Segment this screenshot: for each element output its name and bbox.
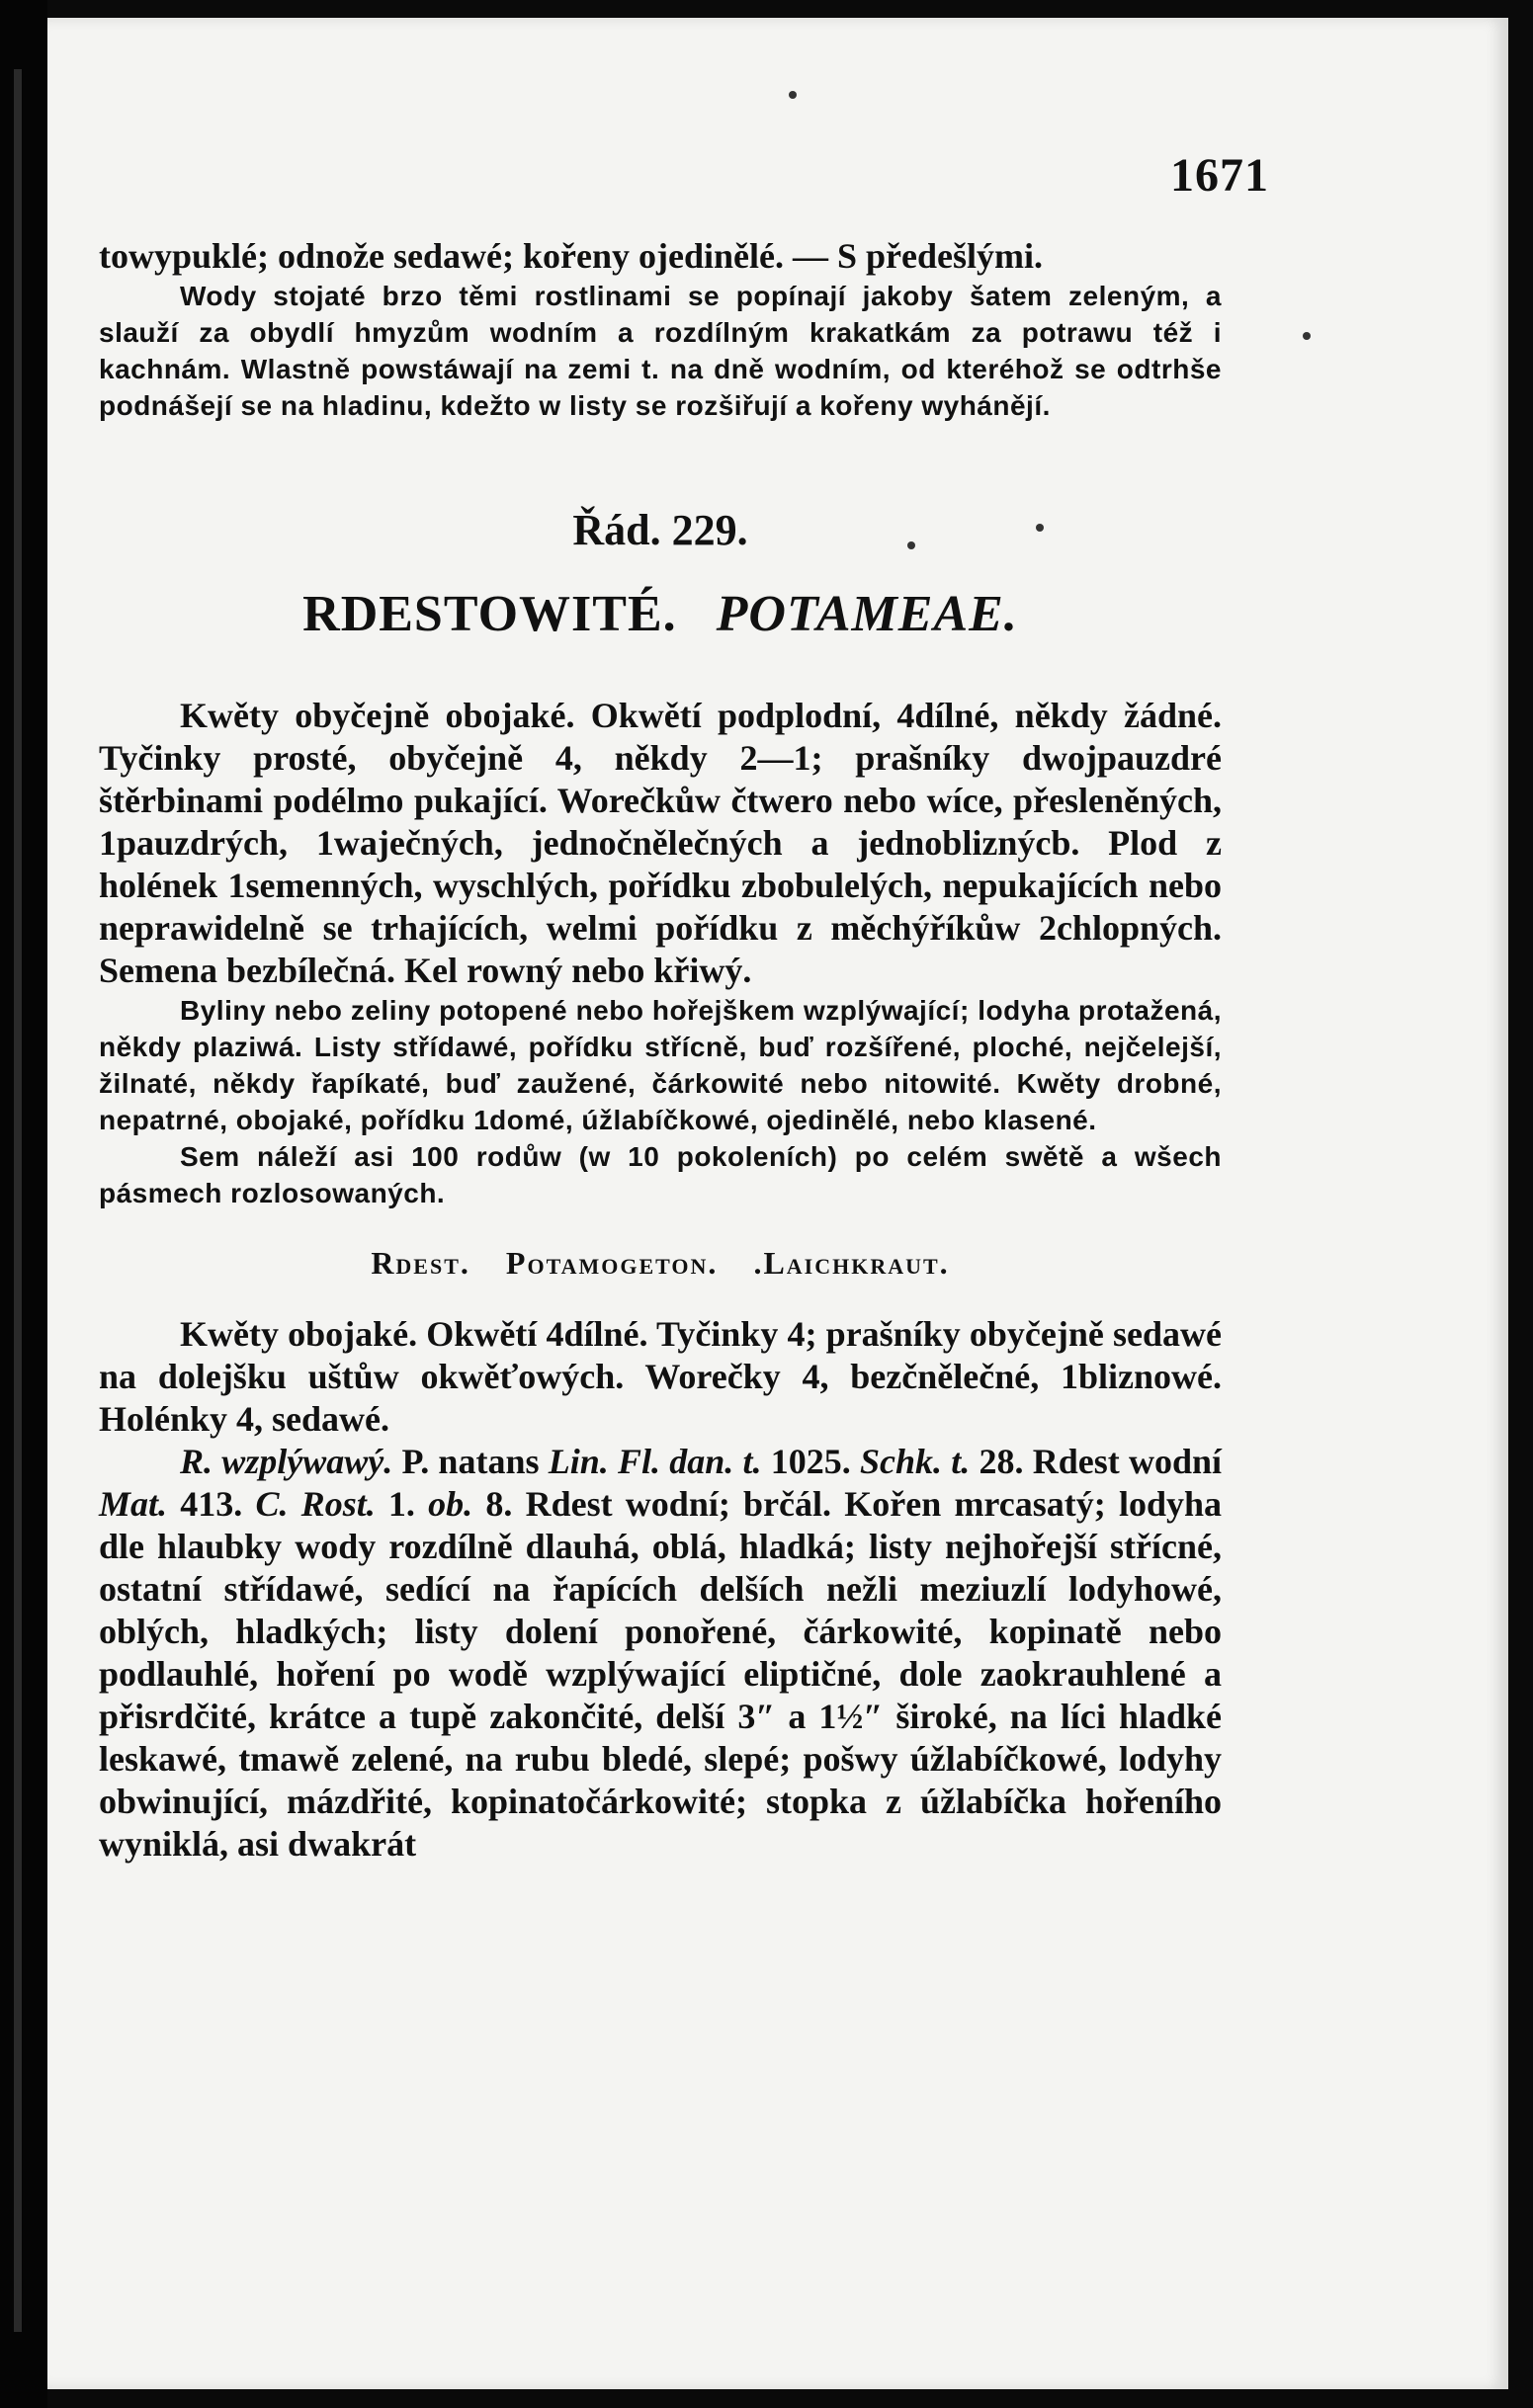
page-number: 1671 xyxy=(1170,149,1269,202)
book-spine-strip xyxy=(14,69,22,2332)
genus-name-czech: Rdest. xyxy=(371,1245,470,1281)
genus-description: Kwěty obojaké. Okwětí 4dílné. Tyčinky 4; prašníky obyčejně sedawé na dolejšku uštůw okwěťowých. Worečky 4, bezčnělečné, 1bliznowé. Holénky 4, sedawé. xyxy=(99,1314,1222,1439)
page-text xyxy=(99,149,1269,1866)
family-heading xyxy=(99,585,1222,643)
species-reference: 413. xyxy=(167,1484,256,1524)
family-small-text-1: Byliny nebo zeliny potopené nebo hořejškem wzplýwající; lodyha protažená, někdy plaziwá. Listy střídawé, pořídku střícně, buď rozšířené, ploché, nejčelejší, žilnaté, někdy řapíkaté, buď zaužené, čárkowité nebo nitowité. Kwěty drobné, nepatrné, obojaké, pořídku 1domé, úžlabíčkowé, ojedinělé, nebo klasené. xyxy=(99,995,1222,1135)
species-reference: 1025. xyxy=(761,1442,860,1481)
species-name-czech: R. wzplýwawý. xyxy=(180,1442,393,1481)
genus-heading xyxy=(99,1245,1222,1282)
family-name-czech: RDESTOWITÉ. xyxy=(302,586,677,642)
family-description: Kwěty obyčejně obojaké. Okwětí podplodní, 4dílné, někdy žádné. Tyčinky prosté, obyčejně 4, někdy 2—1; prašníky dwojpauzdré štěrbinami podélmo pukající. Worečkůw čtwero nebo wíce, přesleněných, 1pauzdrých, 1waječných, jednočnělečných a jednobliznýcb. Plod z holének 1semenných, wyschlých, pořídku zbobulelých, nepukajících nebo neprawidelně se trhajících, welmi pořídku z měchýříkůw 2chlopných. Semena bezbílečná. Kel rowný nebo křiwý. xyxy=(99,696,1222,990)
species-reference: Mat. xyxy=(99,1484,168,1524)
genus-name-latin: Potamogeton. xyxy=(505,1245,719,1281)
order-heading: Řád. 229. xyxy=(572,506,748,554)
species-reference: Schk. t. xyxy=(859,1442,971,1481)
genus-name-german: .Laichkraut. xyxy=(753,1245,950,1281)
species-entry xyxy=(99,1441,1222,1866)
species-reference: Lin. Fl. dan. t. xyxy=(548,1442,762,1481)
intro-line: towypuklé; odnože sedawé; kořeny ojedinělé. — S předešlými. xyxy=(99,236,1043,276)
species-reference: ob. xyxy=(428,1484,473,1524)
intro-small-text: Wody stojaté brzo těmi rostlinami se popínají jakoby šatem zeleným, a slauží za obydlí hmyzům wodním a rozdílným krakatkám za potrawu též i kachnám. Wlastně powstáwají na zemi t. na dně wodním, od kteréhož se odtrhše podnášejí se na hladinu, kdežto w listy se rozšiřují a kořeny wyhánějí. xyxy=(99,281,1222,421)
show-through-text xyxy=(1346,156,1494,2281)
species-reference: C. Rost. xyxy=(255,1484,376,1524)
book-page xyxy=(47,18,1508,2389)
species-reference: 28. Rdest wodní xyxy=(970,1442,1223,1481)
family-name-latin: POTAMEAE. xyxy=(716,586,1018,642)
ink-speck xyxy=(1303,332,1311,340)
species-reference: 1. xyxy=(375,1484,429,1524)
book-spine-shadow xyxy=(0,0,47,2408)
species-name-latin: P. natans xyxy=(392,1442,549,1481)
ink-speck xyxy=(789,91,797,99)
family-small-text-2: Sem náleží asi 100 rodůw (w 10 pokoleních) po celém swětě a wšech pásmech rozlosowaných. xyxy=(99,1141,1222,1208)
species-description: 8. Rdest wodní; brčál. Kořen mrcasatý; lodyha dle hlaubky wody rozdílně dlauhá, oblá, hladká; listy nejhořejší střícné, ostatní střídawé, sedící na řapících delších nežli meziuzlí lodyhowé, oblých, hladkých; listy dolení ponořené, čárkowité, kopinatě nebo podlauhlé, hoření po wodě wzplýwající eliptičné, dole zaokrauhlené a přisrdčité, krátce a tupě zakončité, delší 3″ a 1½″ široké, na líci hladké leskawé, tmawě zelené, na rubu bledé, slepé; pošwy úžlabíčkowé, lodyhy obwinující, mázdřité, kopinatočárkowité; stopka z úžlabíčka hořeního wyniklá, asi dwakrát xyxy=(99,1484,1222,1864)
